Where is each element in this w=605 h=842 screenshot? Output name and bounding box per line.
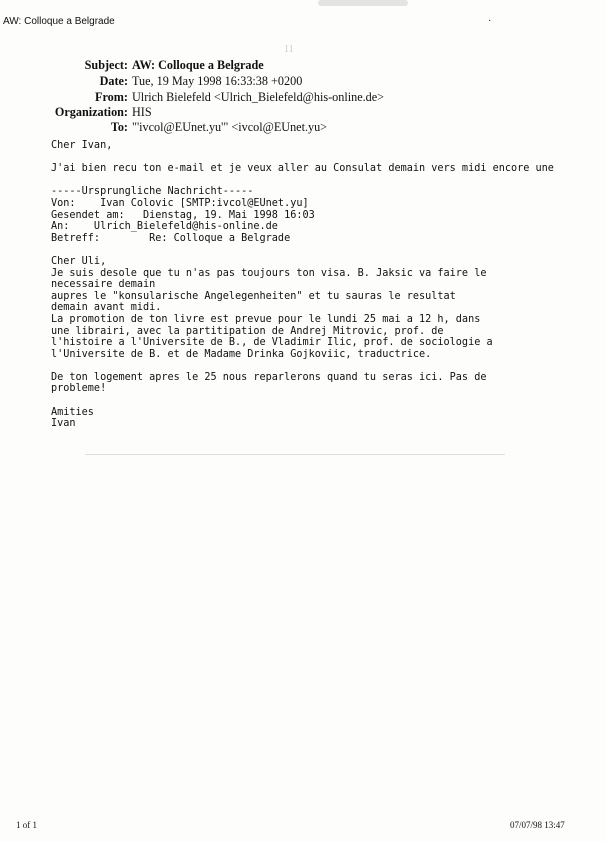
header-label: From: bbox=[95, 90, 128, 104]
email-body-text: Cher Ivan, J'ai bien recu ton e-mail et je veux aller au Consulat demain vers midi encore une -----Ursprungliche Nachricht----- Von: Ivan Colovic [SMTP:ivcol@EUnet.yu] Gesendet am: Dienstag, 19. Mai 1998 16:03 An: Ulrich_Bielefeld@his-online.de Betreff: Re: Colloque a Belgrade Cher Uli, Je suis desole que tu n'as pas toujours ton visa. B. Jaksic va faire le necessaire demain aupres le "konsularische Angelegenheiten" et tu sauras le resultat demain avant midi. La promotion de ton livre est prevue pour le lundi 25 mai a 12 h, dans une librairi, avec la partitipation de Andrej Mitrovic, prof. de l'histoire a l'Universite de B., de Vladimir Ilic, prof. de sociologie a l'Universite de B. et de Madame Drinka Gojkoviic, traductrice. De ton logement apres le 25 nous reparlerons quand tu seras ici. Pas de probleme! Amities Ivan bbox=[51, 140, 554, 430]
email-body bbox=[51, 140, 601, 430]
header-value: Ulrich Bielefeld <Ulrich_Bielefeld@his-online.de> bbox=[132, 90, 385, 104]
header-label: To: bbox=[110, 120, 128, 134]
header-label: Organization: bbox=[54, 105, 128, 119]
corner-mark: · bbox=[488, 16, 492, 27]
header-value: "'ivcol@EUnet.yu'" <ivcol@EUnet.yu> bbox=[132, 120, 328, 134]
header-row-date bbox=[0, 74, 605, 90]
header-label: Date: bbox=[99, 74, 128, 88]
header-row-to bbox=[0, 120, 605, 136]
faint-mark: 11 bbox=[284, 44, 294, 55]
print-header-title: AW: Colloque a Belgrade bbox=[3, 16, 115, 27]
header-label: Subject: bbox=[84, 58, 128, 72]
page-number: 1 of 1 bbox=[16, 820, 37, 830]
header-value: HIS bbox=[132, 105, 152, 119]
ink-blot bbox=[318, 0, 408, 6]
bleed-through-rule bbox=[85, 454, 505, 455]
header-value: AW: Colloque a Belgrade bbox=[132, 58, 264, 72]
header-value: Tue, 19 May 1998 16:33:38 +0200 bbox=[132, 74, 303, 88]
header-row-from bbox=[0, 90, 605, 106]
print-datetime: 07/07/98 13:47 bbox=[510, 820, 565, 830]
header-row-organization bbox=[0, 105, 605, 121]
header-row-subject bbox=[0, 58, 605, 74]
